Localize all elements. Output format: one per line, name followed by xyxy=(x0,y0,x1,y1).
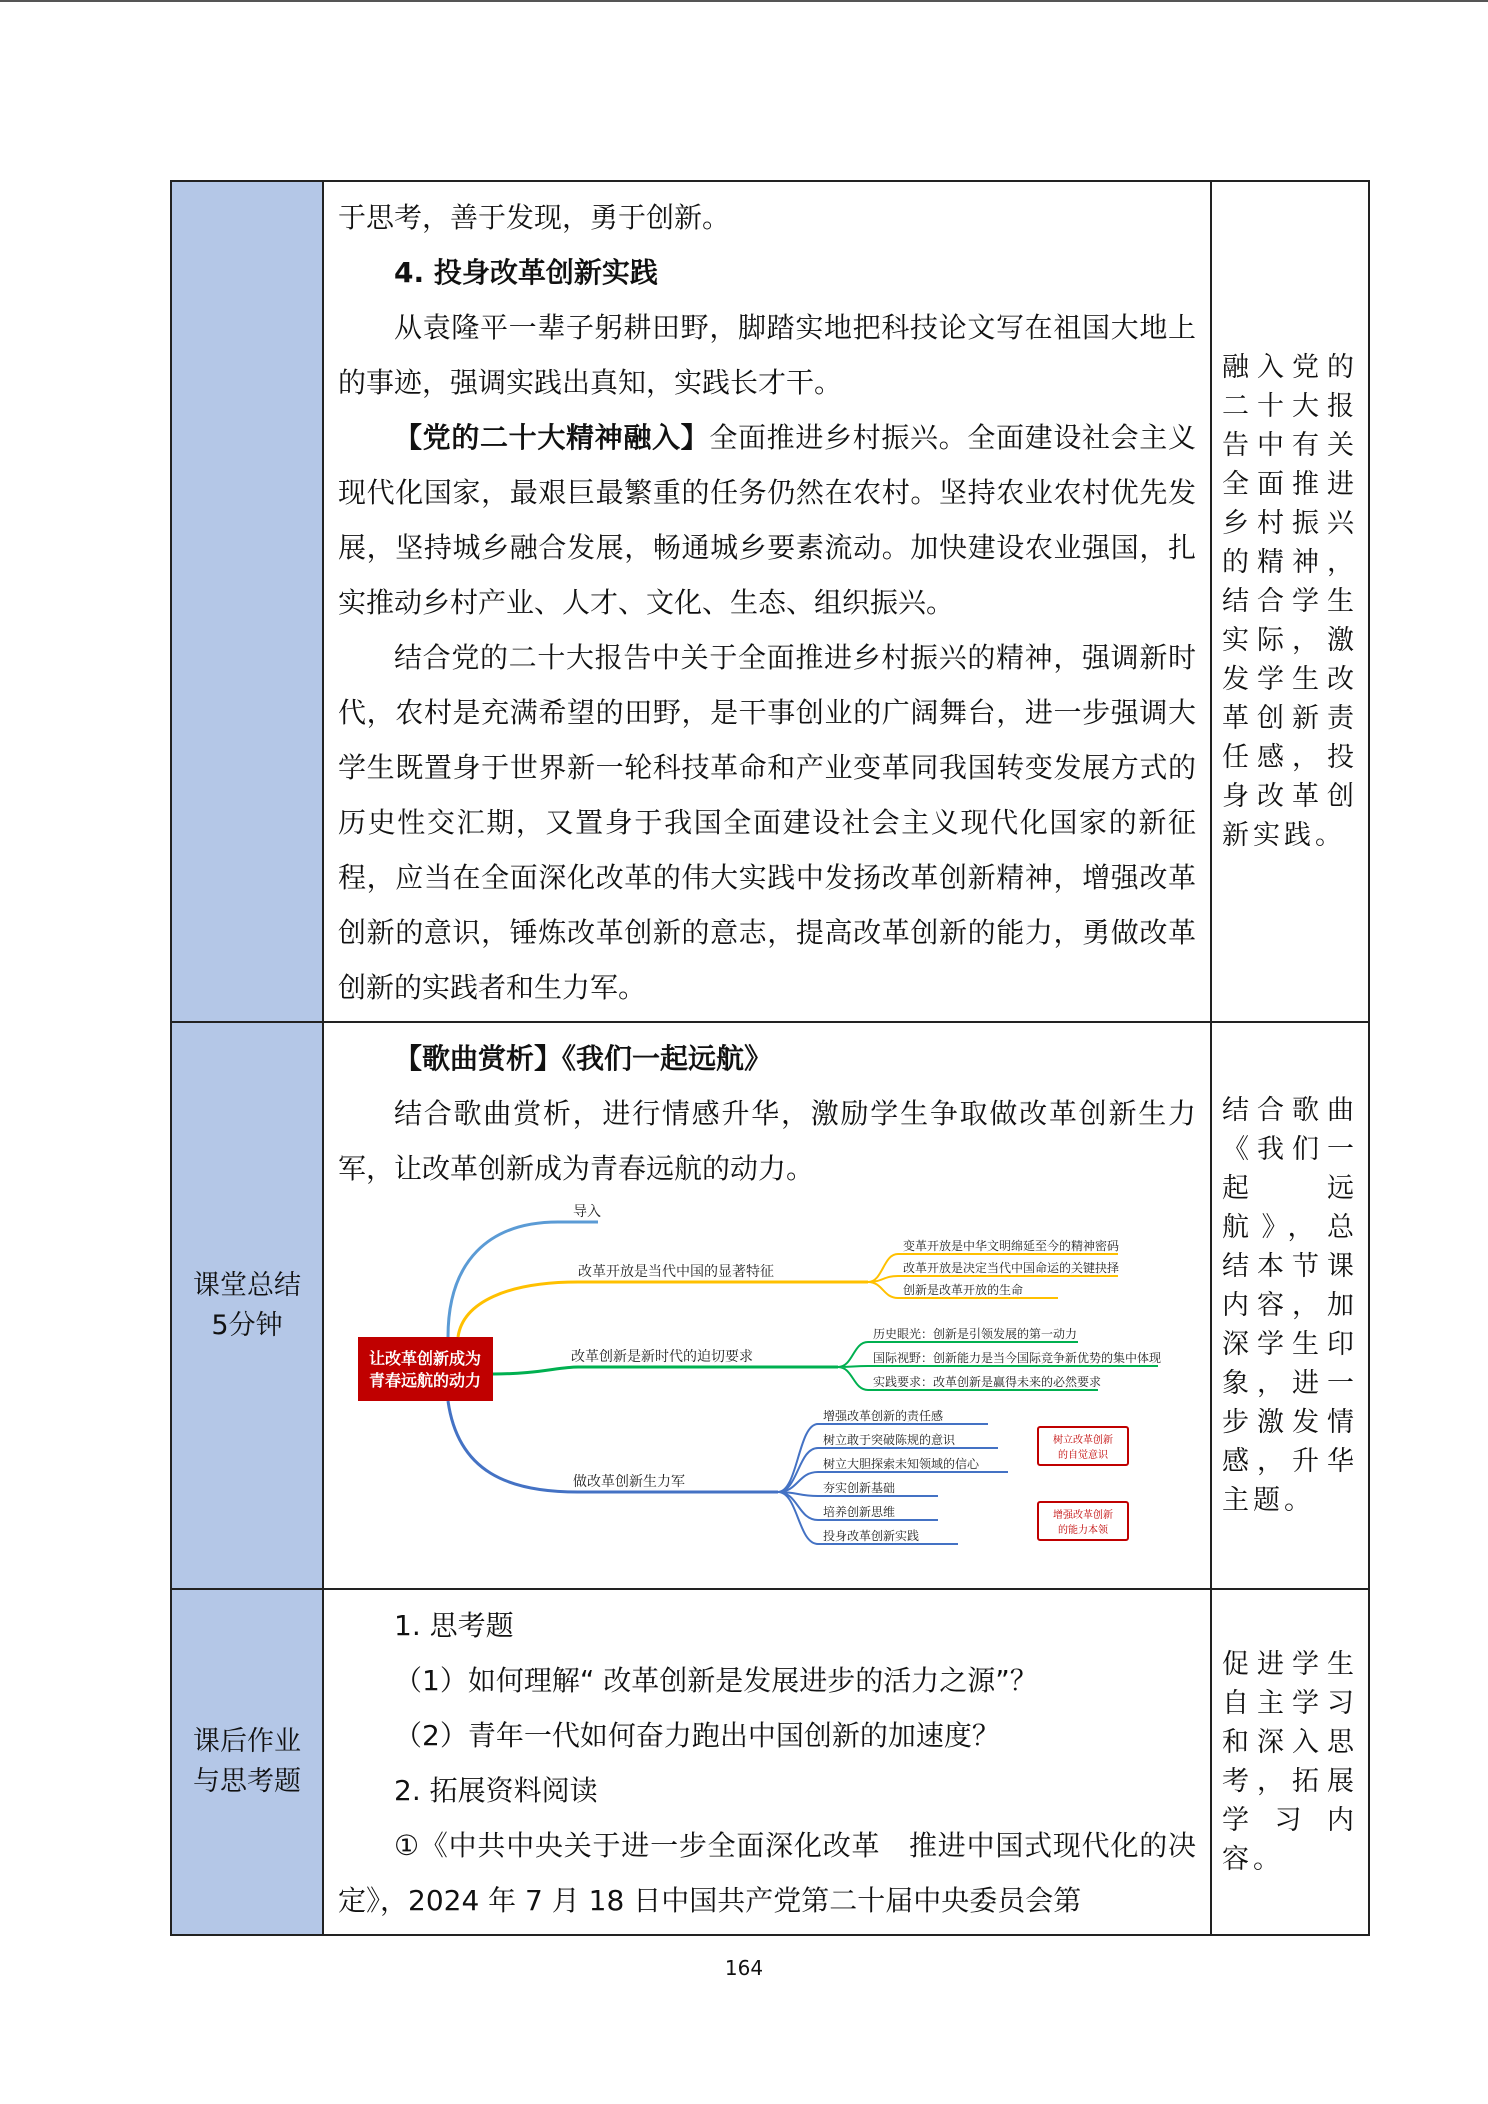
teaching-note: 结合歌曲《我们一起远航》，总结本节课内容，加深学生印象，进一步激发情感，升华主题。 xyxy=(1222,1095,1358,1516)
page-top-border xyxy=(0,0,1488,2)
mindmap-leaf: 增强改革创新的责任感 xyxy=(823,1409,944,1423)
paragraph-body: 全面推进乡村振兴。全面建设社会主义现代化国家，最艰巨最繁重的任务仍然在农村。坚持农业农村优先发展，坚持城乡融合发展，畅通城乡要素流动。加快建设农业强国，扎实推动乡村产业、人才、文化、生态、组织振兴。 xyxy=(338,421,1196,619)
mindmap-leaf: 实践要求：改革创新是赢得未来的必然要求 xyxy=(873,1375,1102,1389)
section-heading: 【歌曲赏析】《我们一起远航》 xyxy=(394,1042,773,1075)
mindmap-leaf: 树立大胆探索未知领域的信心 xyxy=(823,1457,980,1471)
mindmap-root-line: 让改革创新成为 xyxy=(368,1349,482,1368)
mindmap-diagram xyxy=(338,1202,1166,1582)
mindmap-root-box xyxy=(358,1337,493,1401)
table-row xyxy=(171,1022,1369,1589)
row-label-cell xyxy=(171,181,323,1022)
teaching-note: 融入党的二十大报告中有关全面推进乡村振兴的精神，结合学生实际，激发学生改革创新责任感，投身改革创新实践。 xyxy=(1222,352,1358,851)
paragraph-lead: 【党的二十大精神融入】 xyxy=(394,421,710,454)
paragraph: （2）青年一代如何奋力跑出中国创新的加速度？ xyxy=(394,1719,1000,1752)
section-heading: 1. 思考题 xyxy=(394,1609,514,1642)
mindmap-leaf: 培养创新思维 xyxy=(823,1505,896,1519)
mindmap-branch-curve xyxy=(448,1222,598,1337)
paragraph: 从袁隆平一辈子躬耕田野，脚踏实地把科技论文写在祖国大地上的事迹，强调实践出真知，实践长才干。 xyxy=(338,311,1196,399)
content-cell xyxy=(323,1589,1211,1935)
content-cell xyxy=(323,1022,1211,1589)
note-cell xyxy=(1211,1589,1369,1935)
teaching-note: 促进学生自主学习和深入思考，拓展学习内容。 xyxy=(1222,1649,1358,1875)
paragraph: 结合歌曲赏析，进行情感升华，激励学生争取做改革创新生力军，让改革创新成为青春远航的动力。 xyxy=(338,1097,1196,1185)
table-row xyxy=(171,1589,1369,1935)
mindmap-leaf: 历史眼光：创新是引领发展的第一动力 xyxy=(873,1327,1078,1341)
mindmap-tag-line: 的能力本领 xyxy=(1058,1525,1108,1536)
row-label-cell xyxy=(171,1589,323,1935)
mindmap-leaf: 夯实创新基础 xyxy=(823,1481,896,1495)
mindmap-branch-label: 改革创新是新时代的迫切要求 xyxy=(571,1349,753,1365)
mindmap-branch-curve xyxy=(493,1367,838,1374)
mindmap-leaf: 改革开放是决定当代中国命运的关键抉择 xyxy=(903,1261,1120,1275)
mindmap-branch-label: 改革开放是当代中国的显著特征 xyxy=(578,1264,774,1280)
mindmap-tag-line: 增强改革创新 xyxy=(1053,1510,1113,1521)
mindmap-branch-curve xyxy=(458,1282,868,1337)
content-cell xyxy=(323,181,1211,1022)
lesson-plan-table xyxy=(170,180,1370,1936)
note-cell xyxy=(1211,181,1369,1022)
mindmap-root-line: 青春远航的动力 xyxy=(368,1371,482,1390)
table-row xyxy=(171,181,1369,1022)
row-label: 课后作业 与思考题 xyxy=(193,1726,301,1797)
mindmap-tag-line: 树立改革创新 xyxy=(1053,1435,1113,1446)
paragraph: 结合党的二十大报告中关于全面推进乡村振兴的精神，强调新时代，农村是充满希望的田野，是干事创业的广阔舞台，进一步强调大学生既置身于世界新一轮科技革命和产业变革同我国转变发展方式的历史性交汇期，又置身于我国全面建设社会主义现代化国家的新征程，应当在全面深化改革的伟大实践中发扬改革创新精神，增强改革创新的意识，锤炼改革创新的意志，提高改革创新的能力，勇做改革创新的实践者和生力军。 xyxy=(338,641,1196,1004)
row-label-cell xyxy=(171,1022,323,1589)
mindmap-branch-label: 导入 xyxy=(573,1204,601,1220)
page-number: 164 xyxy=(724,1956,764,1980)
paragraph: ①《中共中央关于进一步全面深化改革 推进中国式现代化的决定》，2024 年 7 月 18 日中国共产党第二十届中央委员会第 xyxy=(338,1829,1196,1917)
mindmap-tag-line: 的自觉意识 xyxy=(1058,1450,1108,1461)
mindmap-leaf: 变革开放是中华文明绵延至今的精神密码 xyxy=(903,1239,1120,1253)
row-label: 课堂总结 5分钟 xyxy=(193,1269,301,1341)
note-cell xyxy=(1211,1022,1369,1589)
mindmap-leaf: 创新是改革开放的生命 xyxy=(903,1283,1024,1297)
mindmap-leaf: 树立敢于突破陈规的意识 xyxy=(823,1433,956,1447)
paragraph xyxy=(338,410,1196,630)
section-heading: 4. 投身改革创新实践 xyxy=(394,256,658,289)
mindmap-leaf: 投身改革创新实践 xyxy=(823,1529,920,1543)
mindmap-branch-label: 做改革创新生力军 xyxy=(573,1474,685,1490)
section-heading: 2. 拓展资料阅读 xyxy=(394,1774,598,1807)
paragraph: 于思考，善于发现，勇于创新。 xyxy=(338,201,731,234)
mindmap-leaf: 国际视野：创新能力是当今国际竞争新优势的集中体现 xyxy=(873,1351,1162,1365)
paragraph: （1）如何理解“ 改革创新是发展进步的活力之源”？ xyxy=(394,1664,1038,1697)
